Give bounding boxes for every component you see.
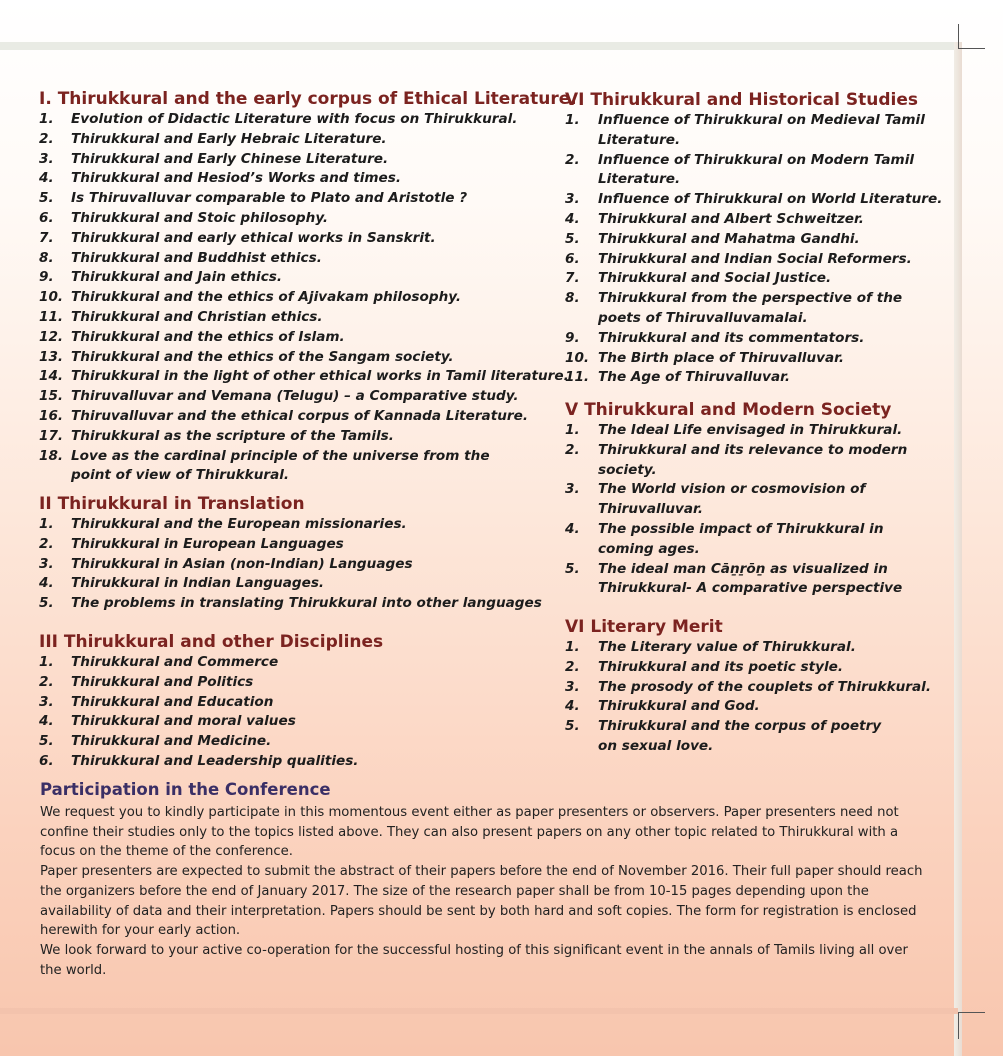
topic-item [39, 169, 577, 189]
topic-list [565, 638, 931, 757]
topic-text: Thirukkural and moral values [71, 713, 296, 730]
participation-title: Participation in the Conference [40, 780, 331, 799]
topic-number: 8. [565, 290, 580, 307]
topic-text: Thirukkural and Christian ethics. [71, 308, 323, 325]
topic-item [39, 594, 542, 614]
topic-number: 9. [39, 269, 54, 286]
topic-item [39, 367, 577, 387]
topic-number: 5. [39, 595, 54, 612]
topic-text: The Birth place of Thiruvalluvar. [598, 349, 845, 366]
topic-number: 3. [39, 693, 54, 710]
topic-text: Thirukkural from the perspective of the [598, 290, 903, 307]
topic-text: Thirukkural and Politics [71, 673, 254, 690]
left_sections-section [39, 493, 542, 614]
topic-number: 2. [565, 151, 580, 168]
topic-number: 6. [39, 752, 54, 769]
participation-paragraph: We request you to kindly participate in this momentous event either as paper presenters or observers. Paper presenters need not confine their studies only to the topics listed above. They can also present papers on any other topic related to Thirukkural with a focus on the theme of the conference. [40, 805, 899, 860]
topic-text: society. [598, 461, 657, 478]
topic-number: 4. [565, 520, 580, 537]
topic-text: Influence of Thirukkural on Medieval Tamil [598, 112, 925, 128]
topic-text: Thirukkural in European Languages [71, 535, 344, 552]
topic-item [565, 230, 942, 250]
topic-text: Thirukkural and Jain ethics. [71, 269, 283, 286]
participation-paragraph: We look forward to your active co-operation for the successful hosting of this significant event in the annals of Tamils living all over the world. [40, 942, 908, 978]
topic-text: The ideal man Cāṉṟōṉ as visualized in [598, 560, 888, 577]
left_sections-section [39, 631, 383, 772]
topic-text: Thirukkural in Asian (non-Indian) Languages [71, 555, 413, 572]
topic-text: Thiruvalluvar. [598, 501, 703, 518]
topic-number: 5. [39, 190, 54, 207]
topic-text: The possible impact of Thirukkural in [598, 520, 884, 537]
topic-item [39, 288, 577, 308]
topic-text: Thirukkural in the light of other ethical works in Tamil literature. [71, 368, 569, 385]
topic-item [565, 480, 907, 520]
right_sections-section [565, 399, 907, 599]
topic-item [565, 329, 942, 349]
topic-item [39, 712, 383, 732]
topic-number: 11. [39, 308, 64, 325]
topic-item [39, 150, 577, 170]
topic-text: Influence of Thirukkural on World Literature. [598, 191, 943, 208]
topic-item [39, 229, 577, 249]
topic-number: 9. [565, 329, 580, 346]
topic-text: Thirukkural and the ethics of Islam. [71, 328, 345, 345]
topic-list [39, 653, 383, 772]
topic-item [39, 209, 577, 229]
topic-number: 1. [565, 639, 580, 655]
bottom-border-band [0, 1008, 958, 1014]
topic-number: 2. [565, 441, 580, 458]
topic-number: 6. [39, 209, 54, 226]
topic-number: 1. [565, 112, 580, 128]
section-title: III Thirukkural and other Disciplines [39, 632, 384, 652]
topic-text: Thirukkural and the ethics of Ajivakam philosophy. [71, 289, 462, 306]
topic-text: Thirukkural and Hesiod’s Works and times. [71, 170, 402, 187]
top-border-band [0, 42, 958, 50]
topic-item [39, 268, 577, 288]
topic-number: 4. [565, 698, 580, 715]
topic-item [39, 673, 383, 693]
topic-text: Thirukkural and Medicine. [71, 733, 272, 750]
topic-item [39, 387, 577, 407]
topic-item [39, 555, 542, 575]
topic-item [39, 348, 577, 368]
topic-item [565, 368, 942, 388]
topic-number: 10. [565, 349, 590, 366]
right_sections-section [565, 616, 931, 757]
right_sections-section [565, 89, 942, 388]
topic-text: Influence of Thirukkural on Modern Tamil [598, 151, 915, 168]
topic-item [565, 269, 942, 289]
topic-item [39, 447, 577, 487]
topic-number: 7. [39, 229, 54, 246]
topic-item [39, 328, 577, 348]
topic-text: Thirukkural and God. [598, 698, 760, 715]
topic-text: The Ideal Life envisaged in Thirukkural. [598, 422, 903, 438]
participation-section [40, 779, 930, 980]
topic-item [565, 658, 931, 678]
topic-text: Thirukkural as the scripture of the Tamils. [71, 427, 394, 444]
topic-item [39, 693, 383, 713]
topic-text: Thirukkural and Leadership qualities. [71, 752, 359, 769]
topic-item [39, 130, 577, 150]
topic-number: 1. [39, 111, 54, 127]
topic-text: The prosody of the couplets of Thirukkural. [598, 678, 931, 695]
topic-number: 3. [39, 555, 54, 572]
topic-number: 10. [39, 289, 64, 306]
topic-number: 3. [565, 191, 580, 208]
topic-item [565, 441, 907, 481]
topic-number: 18. [39, 447, 64, 464]
section-title: I. Thirukkural and the early corpus of Ethical Literature. [39, 89, 577, 109]
topic-text: Thirukkural in Indian Languages. [71, 575, 325, 592]
topic-number: 3. [565, 481, 580, 498]
topic-number: 15. [39, 388, 64, 405]
topic-text: Thirukkural and Buddhist ethics. [71, 249, 322, 266]
topic-text: Thirukkural and the ethics of the Sangam society. [71, 348, 454, 365]
topic-text: Thirukkural and early ethical works in Sanskrit. [71, 229, 436, 246]
topic-item [39, 574, 542, 594]
topic-number: 1. [39, 654, 54, 670]
topic-item [565, 717, 931, 757]
topic-text: Evolution of Didactic Literature with focus on Thirukkural. [71, 111, 518, 127]
topic-list [565, 421, 907, 599]
topic-item [39, 110, 577, 130]
topic-number: 2. [39, 130, 54, 147]
topic-number: 12. [39, 328, 64, 345]
topic-text: Thirukkural and Education [71, 693, 274, 710]
section-title: VI Literary Merit [565, 617, 723, 637]
topic-list [39, 110, 577, 486]
topic-item [39, 427, 577, 447]
topic-item [565, 151, 942, 191]
topic-text: coming ages. [598, 540, 700, 557]
topic-number: 14. [39, 368, 64, 385]
topic-text: Thirukkural- A comparative perspective [598, 580, 903, 597]
topic-text: Thirukkural and its poetic style. [598, 658, 844, 675]
topic-item [565, 250, 942, 270]
topic-number: 2. [39, 673, 54, 690]
topic-item [39, 515, 542, 535]
topic-number: 4. [39, 575, 54, 592]
topic-item [565, 638, 931, 658]
topic-text: Literature. [598, 171, 681, 188]
participation-paragraph: Paper presenters are expected to submit the abstract of their papers before the end of November 2016. Their full paper should reach the organizers before the end of January 2017. The size of the research paper shall be from 10-15 pages depending upon the availability of data and their interpretation. Papers should be sent by both hard and soft copies. The form for registration is enclosed herewith for your early action. [40, 864, 923, 939]
topic-text: The Age of Thiruvalluvar. [598, 369, 791, 386]
topic-item [565, 421, 907, 441]
topic-item [39, 535, 542, 555]
topic-item [39, 407, 577, 427]
topic-item [39, 653, 383, 673]
topic-item [39, 189, 577, 209]
topic-text: Thirukkural and Commerce [71, 654, 279, 670]
left_sections-section [39, 88, 577, 486]
topic-item [565, 190, 942, 210]
topic-text: The Literary value of Thirukkural. [598, 639, 856, 655]
topic-number: 5. [565, 560, 580, 577]
topic-number: 8. [39, 249, 54, 266]
topic-text: The World vision or cosmovision of [598, 481, 866, 498]
topic-number: 4. [565, 210, 580, 227]
topic-number: 3. [565, 678, 580, 695]
topic-item [565, 349, 942, 369]
topic-text: Thirukkural and the European missionaries. [71, 516, 407, 532]
topic-number: 16. [39, 407, 64, 424]
crop-mark-top [958, 24, 985, 49]
topic-item [39, 249, 577, 269]
topic-number: 5. [565, 718, 580, 735]
topic-text: point of view of Thirukkural. [71, 467, 290, 484]
topic-number: 5. [39, 733, 54, 750]
topic-text: Thirukkural and Stoic philosophy. [71, 209, 329, 226]
topic-number: 2. [39, 535, 54, 552]
topic-number: 6. [565, 250, 580, 267]
topic-text: Thirukkural and Early Hebraic Literature. [71, 130, 387, 147]
topic-item [565, 697, 931, 717]
topic-item [565, 520, 907, 560]
topic-text: Thirukkural and Mahatma Gandhi. [598, 230, 860, 247]
topic-list [39, 515, 542, 614]
topic-text: Thiruvalluvar and the ethical corpus of Kannada Literature. [71, 407, 528, 424]
topic-text: Thirukkural and its commentators. [598, 329, 865, 346]
topic-item [565, 678, 931, 698]
topic-text: poets of Thiruvalluvamalai. [598, 309, 808, 326]
topic-number: 3. [39, 150, 54, 167]
crop-mark-bottom [958, 1012, 985, 1039]
topic-text: Is Thiruvalluvar comparable to Plato and Aristotle ? [71, 190, 468, 207]
topic-item [39, 308, 577, 328]
section-title: VI Thirukkural and Historical Studies [565, 90, 918, 110]
topic-text: on sexual love. [598, 737, 714, 754]
topic-number: 1. [39, 516, 54, 532]
topic-text: Thirukkural and Social Justice. [598, 270, 832, 287]
topic-number: 4. [39, 170, 54, 187]
topic-text: Thiruvalluvar and Vemana (Telugu) – a Comparative study. [71, 388, 519, 405]
right-border-band [954, 42, 962, 1056]
topic-item [39, 732, 383, 752]
topic-text: Love as the cardinal principle of the universe from the [71, 447, 490, 464]
topic-number: 17. [39, 427, 64, 444]
topic-text: Thirukkural and Indian Social Reformers. [598, 250, 912, 267]
topic-text: The problems in translating Thirukkural into other languages [71, 595, 542, 612]
section-title: V Thirukkural and Modern Society [565, 400, 892, 420]
topic-text: Literature. [598, 131, 681, 148]
topic-item [565, 111, 942, 151]
topic-item [39, 752, 383, 772]
topic-number: 4. [39, 713, 54, 730]
topic-text: Thirukkural and its relevance to modern [598, 441, 908, 458]
topic-text: Thirukkural and Albert Schweitzer. [598, 210, 864, 227]
topic-number: 7. [565, 270, 580, 287]
topic-item [565, 210, 942, 230]
section-title: II Thirukkural in Translation [39, 494, 305, 514]
topic-number: 13. [39, 348, 64, 365]
topic-item [565, 560, 907, 600]
topic-text: Thirukkural and Early Chinese Literature. [71, 150, 389, 167]
topic-number: 11. [565, 369, 590, 386]
topic-number: 2. [565, 658, 580, 675]
topic-list [565, 111, 942, 388]
topic-number: 5. [565, 230, 580, 247]
topic-text: Thirukkural and the corpus of poetry [598, 718, 882, 735]
topic-item [565, 289, 942, 329]
topic-number: 1. [565, 422, 580, 438]
